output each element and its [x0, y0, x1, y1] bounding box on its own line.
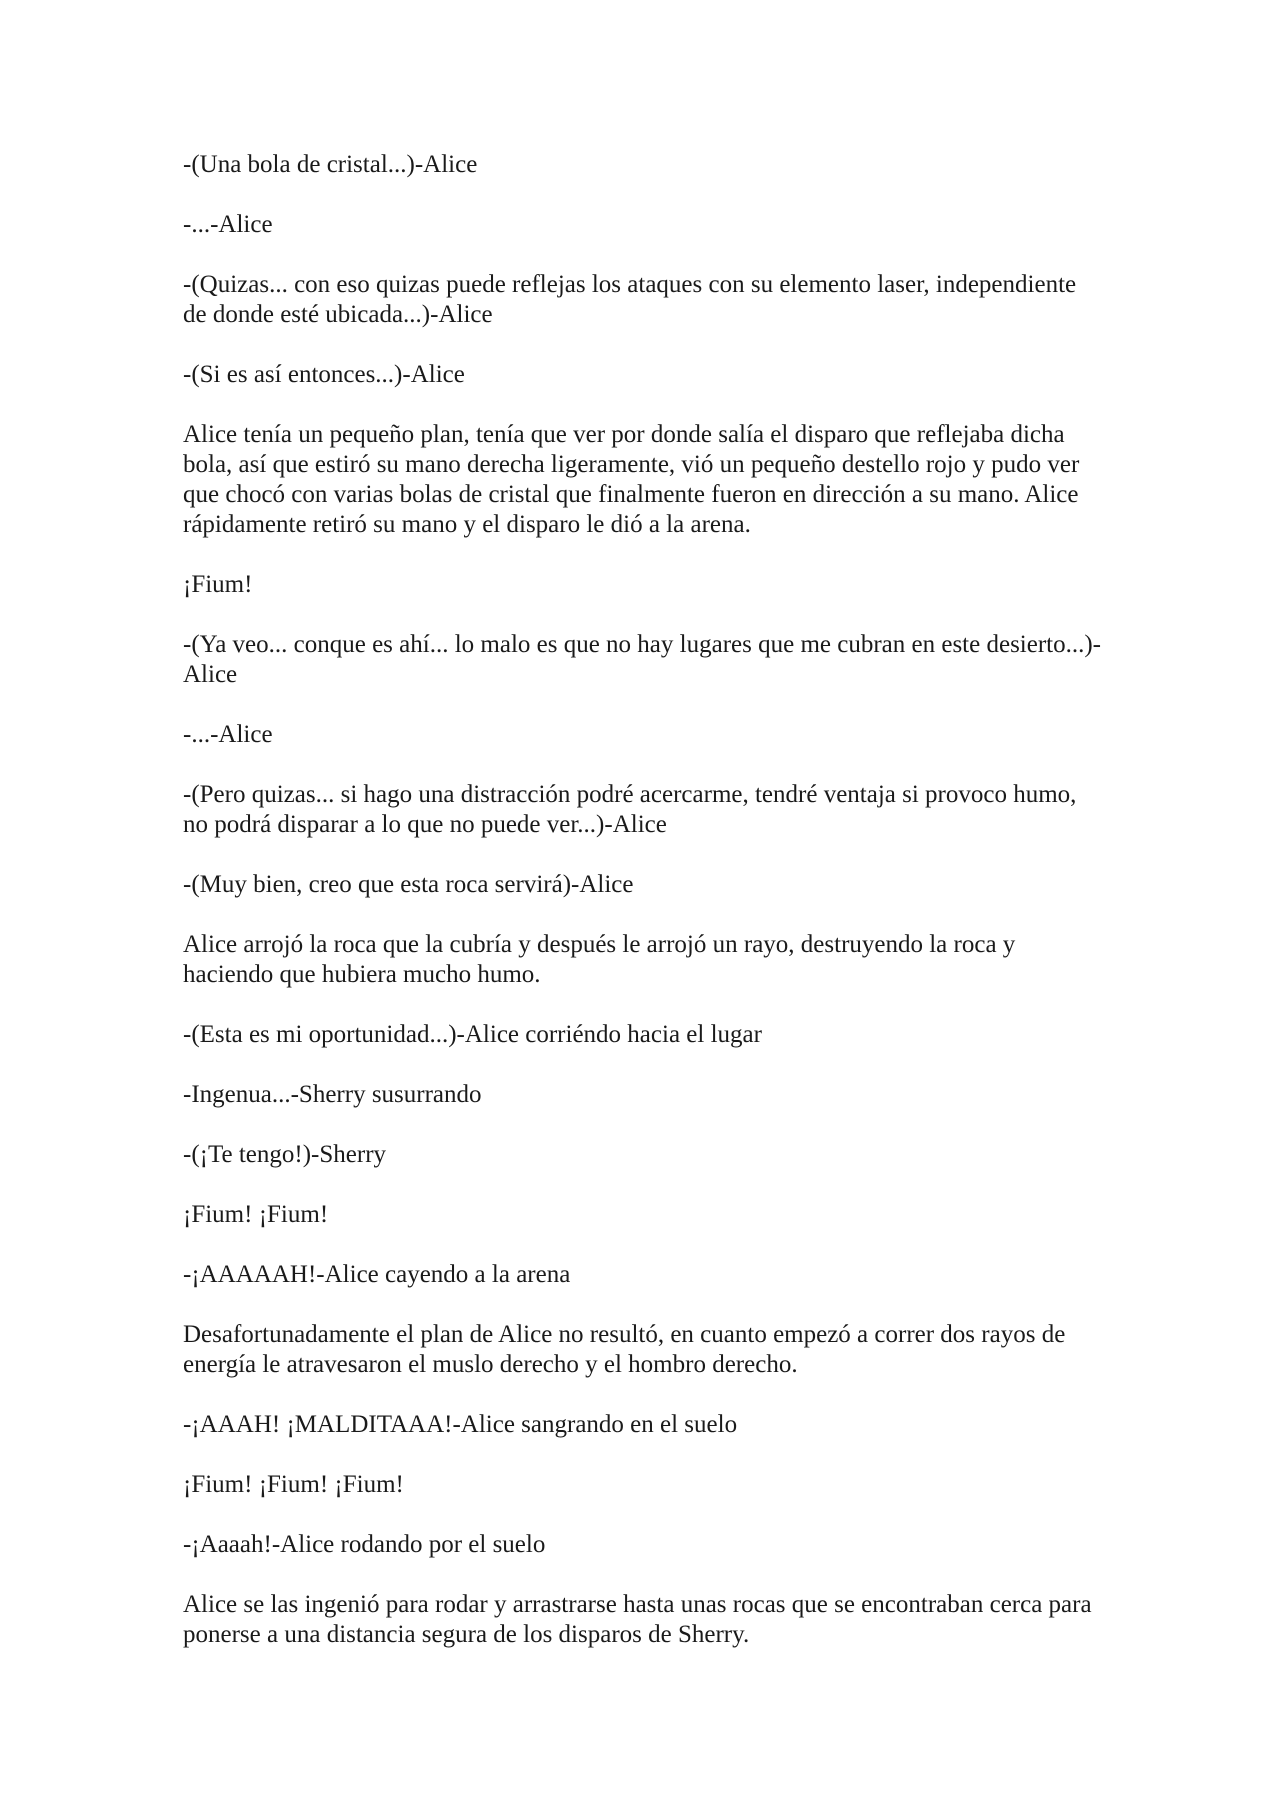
paragraph: -(¡Te tengo!)-Sherry [183, 1141, 387, 1168]
paragraph: -...-Alice [183, 211, 273, 238]
document-body [183, 150, 1103, 1680]
paragraph: -(Muy bien, creo que esta roca servirá)-Alice [183, 871, 634, 898]
paragraph: ¡Fium! ¡Fium! [183, 1201, 329, 1228]
paragraph: Desafortunadamente el plan de Alice no resultó, en cuanto empezó a correr dos rayos de energía le atravesaron el muslo derecho y el hombro derecho. [183, 1321, 1066, 1378]
paragraph: Alice arrojó la roca que la cubría y después le arrojó un rayo, destruyendo la roca y haciendo que hubiera mucho humo. [183, 931, 1016, 988]
paragraph: ¡Fium! ¡Fium! ¡Fium! [183, 1471, 404, 1498]
paragraph: -(Una bola de cristal...)-Alice [183, 151, 478, 178]
paragraph: -(Pero quizas... si hago una distracción podré acercarme, tendré ventaja si provoco humo, no podrá disparar a lo que no puede ver...)-Alice [183, 781, 1077, 838]
paragraph: -(Quizas... con eso quizas puede reflejas los ataques con su elemento laser, independiente de donde esté ubicada...)-Alice [183, 271, 1077, 328]
paragraph: -Ingenua...-Sherry susurrando [183, 1081, 482, 1108]
paragraph: -(Ya veo... conque es ahí... lo malo es que no hay lugares que me cubran en este desierto...)-Alice [183, 631, 1102, 688]
paragraph: -¡Aaaah!-Alice rodando por el suelo [183, 1531, 546, 1558]
paragraph: -(Si es así entonces...)-Alice [183, 361, 465, 388]
paragraph: -(Esta es mi oportunidad...)-Alice corriéndo hacia el lugar [183, 1021, 762, 1048]
paragraph: -¡AAAAAH!-Alice cayendo a la arena [183, 1261, 571, 1288]
paragraph: ¡Fium! [183, 571, 253, 598]
paragraph: -¡AAAH! ¡MALDITAAA!-Alice sangrando en el suelo [183, 1411, 738, 1438]
paragraph: Alice tenía un pequeño plan, tenía que ver por donde salía el disparo que reflejaba dicha bola, así que estiró su mano derecha ligeramente, vió un pequeño destello rojo y pudo ver que chocó con varias bolas de cristal que finalmente fueron en dirección a su mano. Alice rápidamente retiró su mano y el disparo le dió a la arena. [183, 421, 1080, 538]
paragraph: Alice se las ingenió para rodar y arrastrarse hasta unas rocas que se encontraban cerca para ponerse a una distancia segura de los disparos de Sherry. [183, 1591, 1092, 1648]
paragraph: -...-Alice [183, 721, 273, 748]
